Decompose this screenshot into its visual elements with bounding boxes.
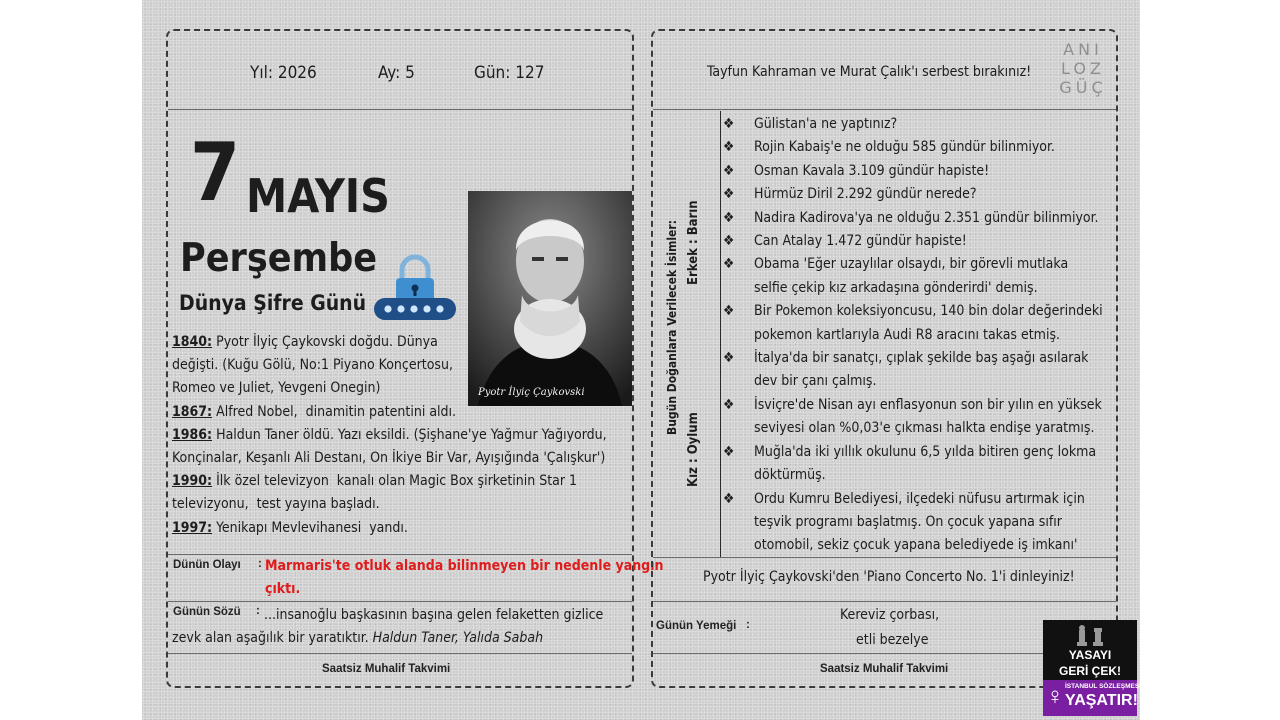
month-label: Ay: 5 xyxy=(378,63,415,83)
meal-label: Günün Yemeği xyxy=(656,620,737,632)
music-text: Pyotr İlyiç Çaykovski'den 'Piano Concerto No. 1'i dinleyiniz! xyxy=(703,569,1075,585)
news-line: selfie çekip kız arkadaşına gönderirdi' demiş. xyxy=(754,279,1038,296)
divider xyxy=(168,653,632,654)
news-item xyxy=(723,253,1114,300)
history-list xyxy=(172,331,632,540)
date-header xyxy=(166,63,634,87)
news-item xyxy=(723,347,1114,394)
news-list xyxy=(723,113,1114,558)
event-text-line2: çıktı. xyxy=(265,581,301,597)
history-text: Haldun Taner öldü. Yazı eksildi. (Şişhane'ye Yağmur Yağıyordu, xyxy=(212,426,607,443)
news-line: Nadira Kadirova'ya ne olduğu 2.351 gündür bilinmiyor. xyxy=(754,209,1099,226)
logo-line-2: LOZ xyxy=(1061,59,1105,78)
names-title: Bugün Doğanlara Verilecek İsimler: xyxy=(665,220,679,435)
news-line: Muğla'da iki yıllık okulunu 6,5 yılda bitiren genç lokma xyxy=(754,443,1097,460)
news-line: İtalya'da bir sanatçı, çıplak şekilde baş aşağı asılarak xyxy=(754,350,1089,367)
history-year: 1840: xyxy=(172,334,213,350)
day-of-year-label: Gün: 127 xyxy=(474,63,545,83)
news-item xyxy=(723,160,1114,183)
footer-left: Saatsiz Muhalif Takvimi xyxy=(322,663,451,675)
news-line: Hürmüz Diril 2.292 gündür nerede? xyxy=(754,186,977,203)
news-line: İsviçre'de Nisan ayı enflasyonun son bir yılın en yüksek xyxy=(754,396,1102,413)
portrait-caption: Pyotr İlyiç Çaykovski xyxy=(478,387,585,398)
aniloz-logo xyxy=(1058,40,1108,97)
event-label: Dünün Olayı xyxy=(173,559,241,571)
meal-line2: etli bezelye xyxy=(856,632,929,648)
history-year: 1867: xyxy=(172,403,213,420)
history-text: Yenikapı Mevlevihanesi yandı. xyxy=(212,519,408,536)
news-line: dev bir çanı çalmış. xyxy=(754,373,877,390)
day-number: 7 xyxy=(190,126,241,219)
badge-line-4: YAŞATIR! xyxy=(1065,692,1138,709)
news-line: Gülistan'a ne yaptınız? xyxy=(754,116,898,132)
news-line: Ordu Kumru Belediyesi, ilçedeki nüfusu artırmak için xyxy=(754,490,1085,507)
quote-text-line1: ...insanoğlu başkasının başına gelen felaketten gizlice xyxy=(264,607,604,623)
lock-icon xyxy=(372,254,458,324)
history-year: 1990: xyxy=(172,473,213,490)
news-item xyxy=(723,113,1114,136)
special-day: Dünya Şifre Günü xyxy=(179,291,367,315)
diamond-bullet-icon: ❖ xyxy=(723,209,735,226)
right-header: Tayfun Kahraman ve Murat Çalık'ı serbest bırakınız! xyxy=(707,64,1032,80)
diamond-bullet-icon: ❖ xyxy=(723,139,735,156)
quote-text-line2 xyxy=(172,630,543,646)
history-line xyxy=(172,401,632,424)
history-line xyxy=(172,377,632,400)
year-label: Yıl: 2026 xyxy=(250,63,317,83)
diamond-bullet-icon: ❖ xyxy=(723,116,735,132)
event-text-line1: Marmaris'te otluk alanda bilinmeyen bir nedenle yangın xyxy=(265,558,664,574)
history-text: değişti. (Kuğu Gölü, No:1 Piyano Konçertosu, xyxy=(172,357,453,374)
event-colon: : xyxy=(258,558,262,570)
divider xyxy=(653,109,1116,110)
news-item xyxy=(723,300,1114,347)
names-separator xyxy=(720,111,721,557)
history-line xyxy=(172,331,632,354)
names-girl: Kız : Oylum xyxy=(686,412,701,487)
diamond-bullet-icon: ❖ xyxy=(723,396,735,413)
history-entry xyxy=(172,470,632,516)
history-line xyxy=(172,470,632,493)
meal-colon: : xyxy=(746,619,750,631)
news-line: otomobil, sekiz çocuk yapana belediyede iş imkanı' xyxy=(754,537,1078,554)
news-item xyxy=(723,230,1114,253)
history-text: televizyonu, test yayına başladı. xyxy=(172,496,380,513)
history-text: Alfred Nobel, dinamitin patentini aldı. xyxy=(212,403,457,420)
month-name: MAYIS xyxy=(246,169,390,223)
divider xyxy=(653,601,1116,602)
badge-line-1: YASAYI xyxy=(1068,648,1112,662)
news-item xyxy=(723,394,1114,441)
history-year: 1997: xyxy=(172,519,213,536)
news-line: Can Atalay 1.472 gündür hapiste! xyxy=(754,233,967,250)
news-line: Rojin Kabaiş'e ne olduğu 585 gündür bilinmiyor. xyxy=(754,139,1055,156)
divider xyxy=(168,109,632,110)
logo-line-3: GÜÇ xyxy=(1059,78,1107,97)
history-text: Romeo ve Juliet, Yevgeni Onegin) xyxy=(172,380,381,397)
history-text: Pyotr İlyiç Çaykovski doğdu. Dünya xyxy=(212,334,438,350)
news-line: döktürmüş. xyxy=(754,467,826,484)
history-line xyxy=(172,447,632,470)
news-line: Bir Pokemon koleksiyoncusu, 140 bin dolar değerindeki xyxy=(754,303,1103,320)
weekday: Perşembe xyxy=(180,236,377,281)
history-entry xyxy=(172,424,632,470)
news-item xyxy=(723,488,1114,558)
history-text: İlk özel televizyon kanalı olan Magic Box şirketinin Star 1 xyxy=(212,473,578,490)
campaign-badge xyxy=(1043,620,1141,716)
badge-purple-band xyxy=(1043,680,1141,716)
quote-colon: : xyxy=(256,605,260,617)
diamond-bullet-icon: ❖ xyxy=(723,350,735,367)
diamond-bullet-icon: ❖ xyxy=(723,303,735,320)
news-item xyxy=(723,136,1114,159)
history-year: 1986: xyxy=(172,426,213,443)
divider xyxy=(168,554,632,555)
news-line: teşvik programı başlatmış. On çocuk yapana sıfır xyxy=(754,513,1062,530)
diamond-bullet-icon: ❖ xyxy=(723,186,735,203)
quote-text: zevk alan aşağılık bir yaratıktır. xyxy=(172,630,369,646)
history-entry xyxy=(172,401,632,424)
news-line: pokemon kartlarıyla Audi R8 aracını takas etmiş. xyxy=(754,326,1061,343)
divider xyxy=(168,601,632,602)
quote-source: Haldun Taner, Yalıda Sabah xyxy=(372,630,544,646)
logo-line-1: ANI xyxy=(1063,40,1103,59)
badge-line-2: GERİ ÇEK! xyxy=(1058,664,1121,678)
news-item xyxy=(723,441,1114,488)
venus-icon: ♀ xyxy=(1046,683,1064,710)
history-entry xyxy=(172,517,632,540)
divider xyxy=(653,557,1116,558)
footer-right: Saatsiz Muhalif Takvimi xyxy=(820,663,949,675)
news-item xyxy=(723,183,1114,206)
news-item xyxy=(723,207,1114,230)
names-boy: Erkek : Barın xyxy=(686,200,701,285)
history-line xyxy=(172,517,632,540)
history-line xyxy=(172,354,632,377)
news-line: Osman Kavala 3.109 gündür hapiste! xyxy=(754,162,990,179)
news-line: seviyesi olan %0,03'e çıkması halkta endişe yaratmış. xyxy=(754,420,1095,437)
history-line xyxy=(172,493,632,516)
news-line: Obama 'Eğer uzaylılar olsaydı, bir görevli mutlaka xyxy=(754,256,1069,273)
history-entry xyxy=(172,331,632,401)
history-line xyxy=(172,424,632,447)
chess-pieces-icon xyxy=(1043,620,1137,650)
diamond-bullet-icon: ❖ xyxy=(723,162,735,179)
diamond-bullet-icon: ❖ xyxy=(723,256,735,273)
quote-label: Günün Sözü xyxy=(173,606,241,618)
diamond-bullet-icon: ❖ xyxy=(723,490,735,507)
diamond-bullet-icon: ❖ xyxy=(723,443,735,460)
meal-line1: Kereviz çorbası, xyxy=(840,607,940,623)
badge-line-3: İSTANBUL SÖZLEŞMESİ xyxy=(1065,683,1141,690)
history-text: Konçinalar, Keşanlı Ali Destanı, On İkiye Bir Var, Ayışığında 'Çalışkur') xyxy=(172,450,606,467)
diamond-bullet-icon: ❖ xyxy=(723,233,735,250)
